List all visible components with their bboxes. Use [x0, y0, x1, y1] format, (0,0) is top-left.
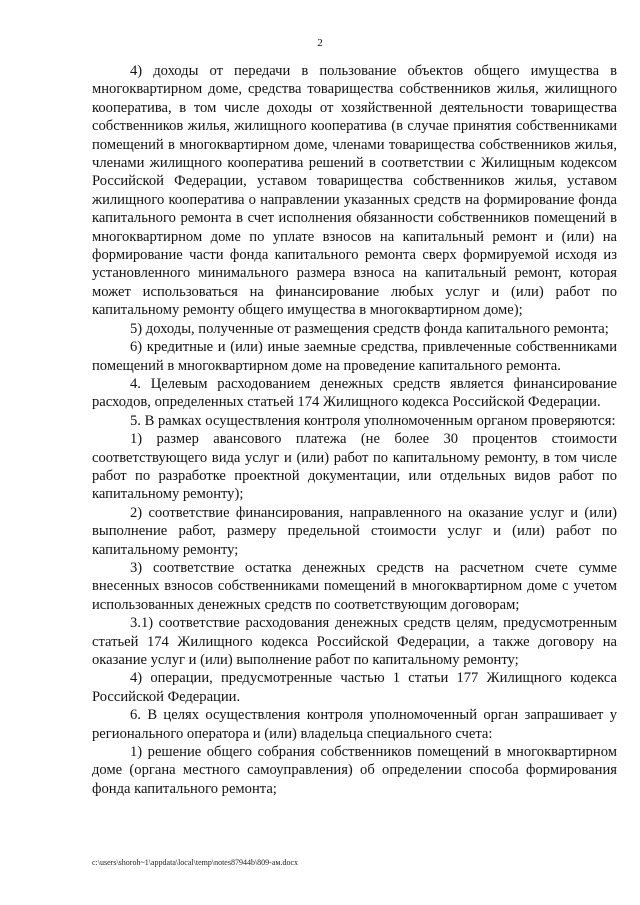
paragraph-section-5-item-3-1: 3.1) соответствие расходования денежных средств целям, предусмотренным статьей 174 Жилищного кодекса Российской Федерации, а также договору на оказание услуг и (или) выполнение работ по капитальному ремонту; [92, 615, 617, 668]
page-number: 2 [317, 37, 323, 49]
paragraph-section-5-item-4: 4) операции, предусмотренные частью 1 статьи 177 Жилищного кодекса Российской Федерации. [92, 670, 617, 705]
paragraph-item-4-income: 4) доходы от передачи в пользование объектов общего имущества в многоквартирном доме, средства товарищества собственников жилья, жилищного кооператива, в том числе доходы от хозяйственной деятельности товарищества собственников жилья, жилищного кооператива (в случае принятия собственниками помещений в многоквартирном доме, членами товарищества собственников жилья, членами жилищного кооператива решений в соответствии с Жилищным кодексом Российской Федерации, уставом товарищества собственников жилья, уставом жилищного кооператива о направлении указанных средств на формирование фонда капитального ремонта в счет исполнения обязанности собственников помещений в многоквартирном доме по уплате взносов на капитальный ремонт и (или) на формирование части фонда капитального ремонта сверх формируемой исходя из установленного минимального размера взноса на капитальный ремонт, которая может использоваться на финансирование любых услуг и (или) работ по капитальному ремонту общего имущества в многоквартирном доме); [92, 63, 617, 319]
paragraph-section-5: 5. В рамках осуществления контроля уполномоченным органом проверяются: [130, 412, 616, 429]
paragraph-section-4: 4. Целевым расходованием денежных средств является финансирование расходов, определенных статьей 174 Жилищного кодекса Российской Федерации. [92, 375, 617, 411]
footer-file-path: c:\users\shoroh~1\appdata\local\temp\notes87944b\809-ам.docx [92, 858, 299, 867]
document-body [92, 62, 617, 798]
paragraph-item-5-income: 5) доходы, полученные от размещения средств фонда капитального ремонта; [130, 320, 609, 337]
paragraph-section-6-item-1: 1) решение общего собрания собственников помещений в многоквартирном доме (органа местного самоуправления) об определении способа формирования фонда капитального ремонта; [92, 744, 617, 797]
paragraph-section-5-item-1: 1) размер авансового платежа (не более 30 процентов стоимости соответствующего вида услуг и (или) работ по капитальному ремонту, в том числе работ по разработке проектной документации, или отдельных видов работ по капитальному ремонту); [92, 431, 617, 503]
paragraph-section-6: 6. В целях осуществления контроля уполномоченный орган запрашивает у регионального оператора и (или) владельца специального счета: [92, 707, 617, 742]
paragraph-section-5-item-2: 2) соответствие финансирования, направленного на оказание услуг и (или) выполнение работ, размеру предельной стоимости услуг и (или) работ по капитальному ремонту; [92, 504, 617, 558]
paragraph-section-5-item-3: 3) соответствие остатка денежных средств на расчетном счете сумме внесенных взносов собственниками помещений в многоквартирном доме с учетом использованных денежных средств по соответствующим договорам; [92, 559, 617, 613]
paragraph-item-6-loans: 6) кредитные и (или) иные заемные средства, привлеченные собственниками помещений в многоквартирном доме на проведение капитального ремонта. [92, 339, 617, 374]
